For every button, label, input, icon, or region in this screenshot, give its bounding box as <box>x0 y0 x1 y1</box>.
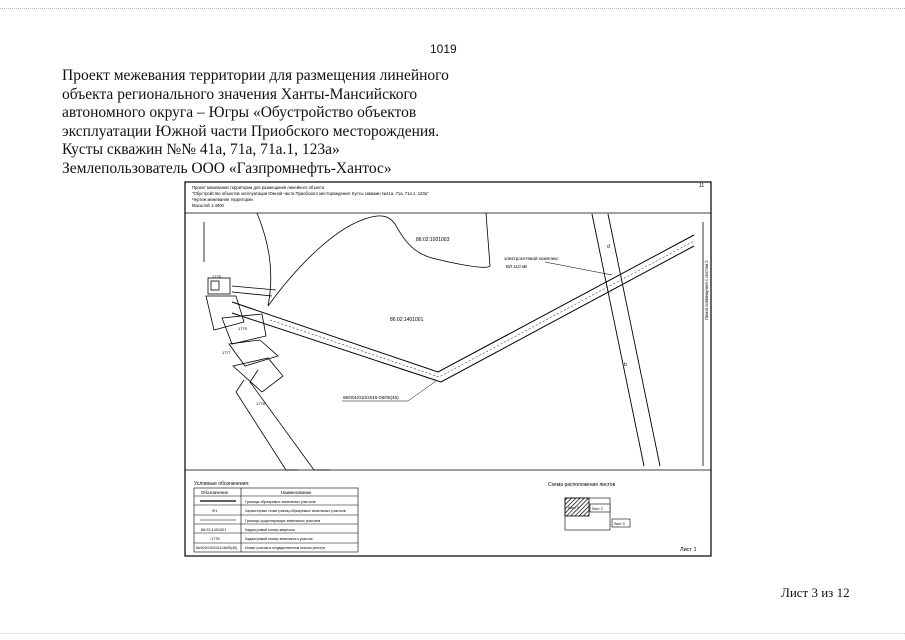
lot-label: 1778 <box>256 401 265 406</box>
linear-object-corridor <box>232 235 694 372</box>
drawing-sheet-no: 11 <box>699 183 705 189</box>
power-line-voltage: ВЛ 110 кВ <box>506 264 527 269</box>
mark-d: d <box>607 244 610 250</box>
legend-row-name: Границы существующих земельных участков <box>245 519 321 523</box>
heading-line: Проект межевания территории для размещения линейного <box>62 67 449 84</box>
legend-row-name: Кадастровый номер квартала <box>245 528 295 532</box>
heading-line: эксплуатации Южной части Приобского месторождения. <box>62 122 440 140</box>
forest-registry-label: 86/001/010/2016-06/05(46) <box>343 395 399 400</box>
scan-artifact-bottom <box>0 633 905 640</box>
drawing-sheet-label: Лист 1 <box>680 547 697 553</box>
sheet-counter: Лист 3 из 12 <box>781 585 850 600</box>
drawing-title-line: Чертеж межевания территории <box>192 197 253 202</box>
drawing-title-line: Проект межевания территории для размещения линейного объекта <box>192 185 325 190</box>
parcel-cluster <box>206 278 330 470</box>
mark-b: b <box>624 362 627 368</box>
scheme-sheet-label: Лист 2 <box>592 507 603 511</box>
parcel-label-north: 86:02:1001003 <box>416 237 450 243</box>
lot-label: 1776 <box>212 274 221 279</box>
lot-label: 1779 <box>238 326 247 331</box>
heading-line: Землепользователь ООО «Газпромнефть-Хантос» <box>62 159 392 177</box>
power-line-corridor <box>592 214 644 466</box>
page-number: 1019 <box>430 42 457 56</box>
legend-row-name: Номер участка в государственном лесном реестре <box>245 546 326 550</box>
heading-line: автономного округа – Югры «Обустройство объектов <box>62 104 417 121</box>
scheme-sheet-label: Лист 3 <box>568 506 579 510</box>
registry-leader <box>408 381 436 401</box>
legend-col-symbol: Обозначение <box>201 490 229 495</box>
edge-note: Линия совмещения с листом 2 <box>704 260 709 320</box>
heading-line: Кусты скважин №№ 41а, 71а, 71а.1, 123а» <box>62 141 340 158</box>
legend-row-name: Характерные точки границ образуемых земельных участков <box>245 509 346 513</box>
legend-row-symbol: 86:02:1401001 <box>201 528 227 532</box>
legend-row-name: Границы образуемых земельных участков <box>245 500 316 504</box>
drawing-title-line: Масштаб 1:4000 <box>192 203 224 208</box>
linear-object-corridor <box>270 241 694 377</box>
legend-row-symbol: :1778 <box>210 537 220 541</box>
power-line-corridor <box>608 214 660 466</box>
lot-label: 1777 <box>222 350 231 355</box>
heading-line: объекта регионального значения Ханты-Мансийского <box>62 85 418 103</box>
power-line-label: электросетевой комплекс <box>504 256 559 261</box>
boundary-north-parcel <box>257 213 490 306</box>
legend-row-name: Кадастровый номер земельного участка <box>245 537 313 541</box>
scheme-sheet-label: Лист 3 <box>614 522 625 526</box>
legend-row-symbol: 86/001/010/2016-06/05(46) <box>196 546 238 550</box>
legend-row-symbol: Ф1 <box>212 508 218 513</box>
legend-col-name: Наименование <box>281 490 312 495</box>
legend-title: Условные обозначения: <box>194 481 250 487</box>
drawing-title-line: "Обустройство объектов эксплуатации Южной части Приобского месторождения. Кусты скважин №41а, 71а, 71а.1, 123а" <box>192 191 429 196</box>
parcel-label-main: 86:02:1401001 <box>390 317 424 323</box>
scheme-title: Схема расположения листов <box>548 482 616 488</box>
